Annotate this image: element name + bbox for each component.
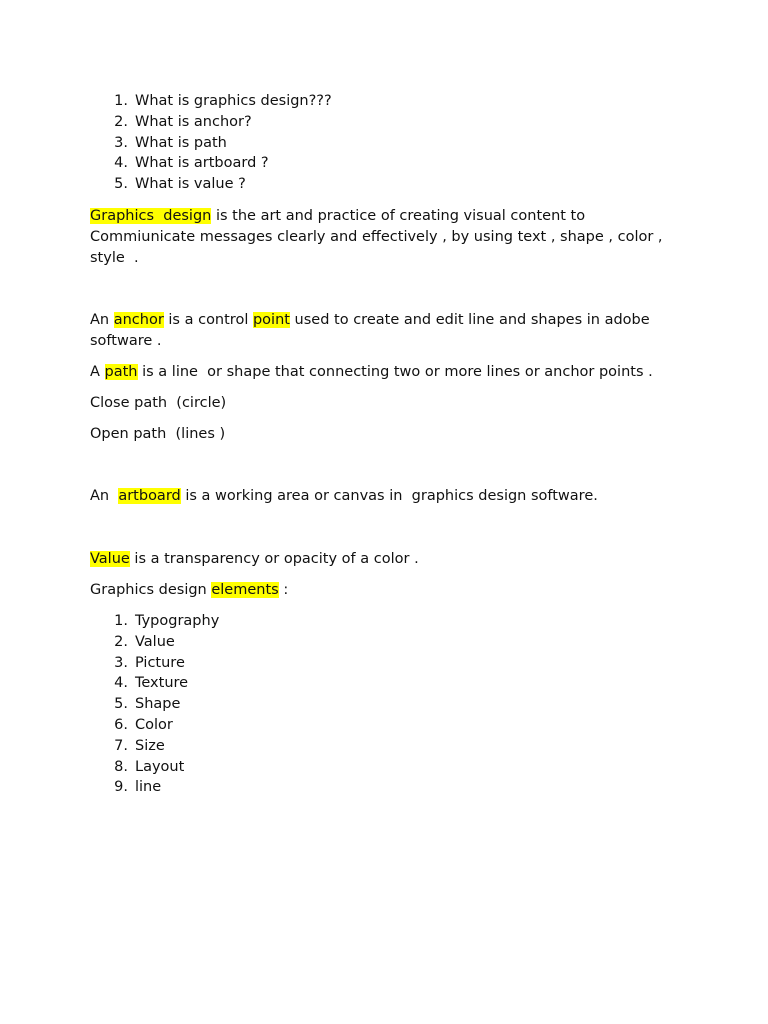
question-item (90, 112, 690, 133)
element-item (90, 694, 690, 715)
list-number: 5. (114, 696, 128, 713)
list-item-text: What is value ? (135, 176, 246, 193)
element-item (90, 715, 690, 736)
question-item (90, 91, 690, 112)
list-item-text: Value (135, 633, 175, 650)
elements-heading: Graphics design elements : (90, 582, 289, 598)
value-definition: Value is a transparency or opacity of a color . (90, 551, 419, 567)
element-item (90, 611, 690, 632)
list-item-text: Size (135, 737, 165, 754)
element-item (90, 757, 690, 778)
highlight-point: point (252, 312, 290, 328)
open-path-line: Open path (lines ) (90, 426, 226, 442)
close-path-line: Close path (circle) (90, 395, 227, 411)
list-number: 7. (114, 737, 128, 754)
list-item-text: What is graphics design??? (135, 93, 332, 109)
list-item-text: What is artboard ? (135, 155, 269, 172)
highlight-elements: elements (211, 582, 279, 598)
artboard-definition: An artboard is a working area or canvas in graphics design software. (90, 488, 598, 504)
list-item-text: Picture (135, 654, 185, 671)
list-number: 2. (114, 633, 128, 650)
list-item-text: What is path (135, 134, 227, 151)
highlight-anchor: anchor (113, 312, 164, 328)
list-item-text: line (135, 779, 162, 796)
element-item (90, 632, 690, 653)
elements-list (90, 611, 690, 798)
element-item (90, 736, 690, 757)
list-number: 9. (114, 779, 128, 796)
element-item (90, 777, 690, 798)
questions-list (90, 91, 690, 195)
list-item-text: Layout (135, 758, 185, 775)
list-number: 6. (114, 716, 128, 733)
list-item-text: What is anchor? (135, 113, 252, 130)
list-number: 2. (114, 113, 128, 130)
highlight-value: Value (90, 551, 130, 567)
highlight-artboard: artboard (118, 488, 181, 504)
list-item-text: Typography (135, 613, 220, 629)
list-number: 5. (114, 176, 128, 193)
list-number: 1. (114, 613, 128, 629)
list-number: 1. (114, 93, 128, 109)
list-item-text: Color (135, 716, 173, 733)
highlight-path: path (104, 364, 138, 380)
list-number: 4. (114, 155, 128, 172)
question-item (90, 133, 690, 154)
element-item (90, 673, 690, 694)
path-definition: A path is a line or shape that connecting two or more lines or anchor points . (90, 364, 653, 380)
element-item (90, 653, 690, 674)
anchor-definition: An anchor is a control point used to create and edit line and shapes in adobe software . (90, 312, 655, 349)
question-item (90, 153, 690, 174)
highlight-graphics-design: Graphics design (90, 208, 212, 224)
list-number: 3. (114, 134, 128, 151)
question-item (90, 174, 690, 195)
list-item-text: Shape (135, 696, 181, 713)
graphics-definition: Graphics design is the art and practice of creating visual content to Commiunicate messages clearly and effectively , by using text , shape , color , style . (90, 208, 668, 266)
list-number: 4. (114, 675, 128, 692)
list-item-text: Texture (135, 675, 189, 692)
list-number: 3. (114, 654, 128, 671)
list-number: 8. (114, 758, 128, 775)
